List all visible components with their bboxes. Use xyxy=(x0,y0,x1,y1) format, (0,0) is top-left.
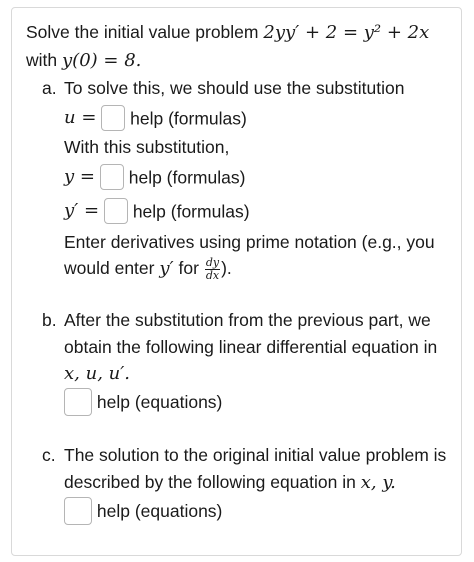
y-label: y = xyxy=(64,166,95,187)
part-a-yprime-row xyxy=(64,198,250,226)
part-b-answer-input[interactable] xyxy=(64,388,92,416)
deriv-note-line2 xyxy=(64,256,232,284)
part-c-answer-row xyxy=(64,497,222,527)
part-a-y-row xyxy=(64,164,245,192)
deriv-yprime: y′ xyxy=(159,258,174,279)
deriv-note-line1: Enter derivatives using prime notation (e.g., you xyxy=(64,232,435,252)
u-label: u = xyxy=(64,107,97,128)
problem-initial-line xyxy=(26,48,141,73)
yprime-label: y′ = xyxy=(64,200,100,221)
part-b-answer-row xyxy=(64,388,222,418)
deriv-would-enter: would enter xyxy=(64,258,155,278)
part-b-vars: x, u, u′. xyxy=(64,363,131,384)
part-c-text1: The solution to the original initial value problem is xyxy=(64,445,447,465)
part-a-text1: To solve this, we should use the substitution xyxy=(64,78,405,98)
part-c-vars: x, y. xyxy=(360,472,396,493)
part-c-help-equations-link[interactable]: help (equations) xyxy=(96,501,223,521)
part-a-marker: a. xyxy=(42,78,57,98)
part-b-marker: b. xyxy=(42,310,57,330)
problem-statement xyxy=(26,20,429,45)
deriv-close: ). xyxy=(221,258,232,278)
part-b-help-equations-link[interactable]: help (equations) xyxy=(96,392,223,412)
yprime-help-formulas-link[interactable]: help (formulas) xyxy=(132,201,250,222)
part-c-answer-input[interactable] xyxy=(64,497,92,525)
frac-numerator: dy xyxy=(205,255,220,269)
part-c-text2-row xyxy=(64,470,396,495)
part-a-text2: With this substitution, xyxy=(64,137,230,157)
problem-intro: Solve the initial value problem xyxy=(26,22,259,42)
part-a-u-row xyxy=(64,105,247,133)
part-b-text1: After the substitution from the previous part, we xyxy=(64,310,431,330)
u-help-formulas-link[interactable]: help (formulas) xyxy=(130,108,247,129)
y-answer-input[interactable] xyxy=(100,164,124,190)
problem-equation: 2yy′ + 2 = y² + 2x xyxy=(263,22,430,43)
initial-condition: y(0) = 8. xyxy=(62,50,142,71)
yprime-answer-input[interactable] xyxy=(104,198,128,224)
y-help-formulas-link[interactable]: help (formulas) xyxy=(128,167,246,188)
part-c-text2: described by the following equation in xyxy=(64,472,356,492)
dy-dx-fraction xyxy=(205,257,220,282)
frac-denominator: dx xyxy=(205,268,220,282)
part-c-marker: c. xyxy=(42,445,56,465)
part-b-text2: obtain the following linear differential equation in xyxy=(64,337,438,357)
with-text: with xyxy=(26,50,58,70)
u-answer-input[interactable] xyxy=(101,105,125,131)
deriv-for: for xyxy=(178,258,199,278)
